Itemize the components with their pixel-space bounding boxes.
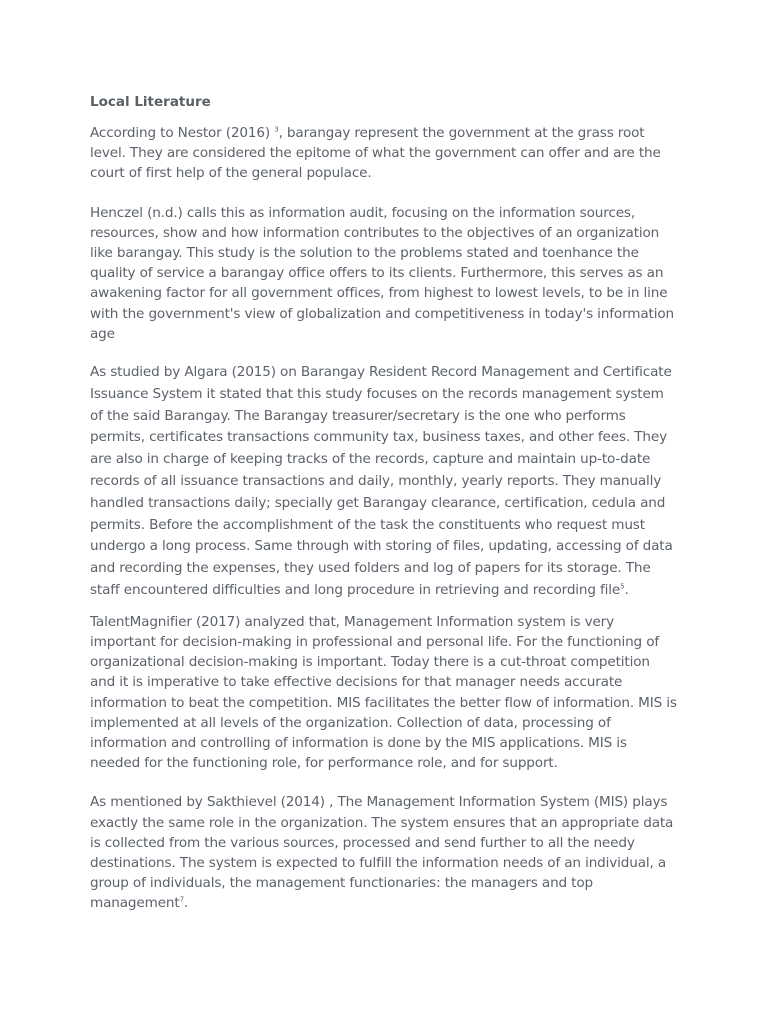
paragraph-nestor (90, 123, 678, 184)
footnote-ref: 3 (274, 125, 279, 134)
paragraph-text: , barangay represent the government at the grass root level. They are considered the epitome of what the government can offer and are the court of first help of the general populace. (90, 125, 661, 182)
paragraph-text: . (183, 895, 189, 912)
section-heading: Local Literature (90, 94, 211, 110)
paragraph-text: As mentioned by Sakthievel (2014) , The Management Information System (MIS) plays exactly the same role in the organization. The system ensures that an appropriate data is collected from the various sources, processed and send further to all the needy destinations. The system is expected to fulfill the information needs of an individual, a group of individuals, the management functionaries: the managers and top management (90, 794, 674, 912)
document-page (90, 92, 678, 914)
paragraph-henczel: Henczel (n.d.) calls this as information audit, focusing on the information sources, resources, show and how information contributes to the objectives of an organization like barangay. This study is the solution to the problems stated and toenhance the quality of service a barangay office offers to its clients. Furthermore, this serves as an awakening factor for all government offices, from highest to lowest levels, to be in line with the government's view of globalization and competitiveness in today's information age (90, 204, 674, 342)
paragraph-talentmagnifier: TalentMagnifier (2017) analyzed that, Management Information system is very important for decision-making in professional and personal life. For the functioning of organizational decision-making is important. Today there is a cut-throat competition and it is imperative to take effective decisions for that manager needs accurate information to beat the competition. MIS facilitates the better flow of information. MIS is implemented at all levels of the organization. Collection of data, processing of information and controlling of information is done by the MIS applications. MIS is needed for the functioning role, for performance role, and for support. (90, 613, 677, 772)
footnote-ref: 7 (179, 895, 184, 904)
paragraph-sakthievel (90, 792, 678, 913)
paragraph-text: . (624, 582, 629, 598)
paragraph-text: As studied by Algara (2015) on Barangay Resident Record Management and Certificate Issuance System it stated that this study focuses on the records management system of the said Barangay. The Barangay treasurer/secretary is the one who performs permits, certificates transactions community tax, business taxes, and other fees. They are also in charge of keeping tracks of the records, capture and maintain up-to-date records of all issuance transactions and daily, monthly, yearly reports. They manually handled transactions daily; specially get Barangay clearance, certification, cedula and permits. Before the accomplishment of the task the constituents who request must undergo a long process. Same through with storing of files, updating, accessing of data and recording the expenses, they used folders and log of papers for its storage. The staff encountered difficulties and long procedure in retrieving and recording file (90, 364, 673, 598)
paragraph-text: According to Nestor (2016) (90, 125, 275, 141)
footnote-ref: 5 (620, 582, 625, 591)
paragraph-algara (90, 362, 678, 602)
